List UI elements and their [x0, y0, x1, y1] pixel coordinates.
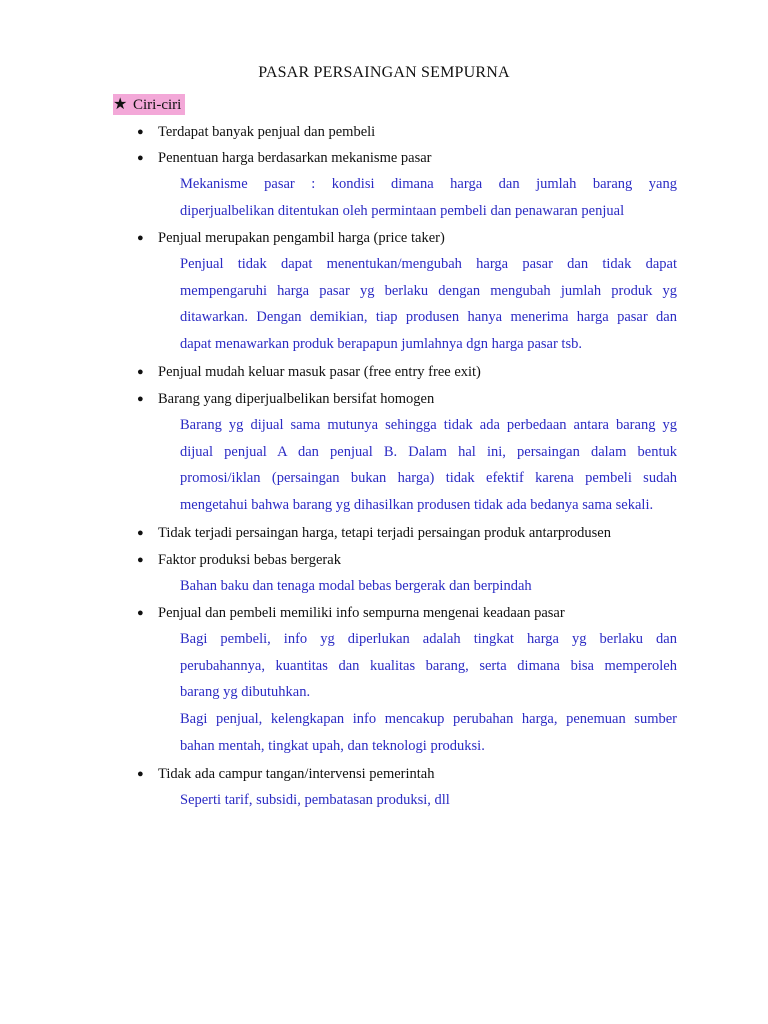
list-item-text: Faktor produksi bebas bergerak [158, 552, 341, 568]
list-item [137, 228, 445, 248]
note-line: Mekanisme pasar : kondisi dimana harga dan jumlah barang yang [180, 176, 677, 192]
note-line: perubahannya, kuantitas dan kualitas barang, serta dimana bisa memperoleh [180, 657, 677, 674]
bullet-icon: ● [137, 232, 144, 244]
section-heading [113, 94, 185, 115]
note-line: Barang yg dijual sama mutunya sehingga tidak ada perbedaan antara barang yg [180, 417, 677, 433]
list-item [137, 122, 375, 142]
note-line: barang yg dibutuhkan. [180, 684, 311, 701]
note-line: mengetahui bahwa barang yg dihasilkan produsen tidak ada bedanya sama sekali. [180, 497, 654, 514]
list-item-text: Penjual merupakan pengambil harga (price taker) [158, 230, 445, 246]
note-line: Bahan baku dan tenaga modal bebas bergerak dan berpindah [180, 578, 532, 594]
list-item-text: Penentuan harga berdasarkan mekanisme pasar [158, 150, 432, 166]
note-line: dapat menawarkan produk berapapun jumlahnya dgn harga pasar tsb. [180, 336, 582, 353]
bullet-icon: ● [137, 554, 144, 566]
list-item [137, 362, 481, 382]
section-label: Ciri-ciri [133, 97, 182, 113]
list-item-text: Tidak ada campur tangan/intervensi pemerintah [158, 766, 435, 782]
note-line: Penjual tidak dapat menentukan/mengubah harga pasar dan tidak dapat [180, 256, 677, 272]
note-line: promosi/iklan (persaingan bukan harga) tidak efektif karena pembeli sudah [180, 470, 677, 487]
note-line: bahan mentah, tingkat upah, dan teknologi produksi. [180, 737, 485, 754]
bullet-icon: ● [137, 768, 144, 780]
bullet-icon: ● [137, 126, 144, 138]
item-note [180, 573, 677, 600]
list-item-text: Tidak terjadi persaingan harga, tetapi terjadi persaingan produk antarprodusen [158, 525, 611, 541]
list-item [137, 603, 565, 623]
note-line: mempengaruhi harga pasar yg berlaku dengan mengubah jumlah produk yg [180, 282, 677, 299]
list-item-text: Barang yang diperjualbelikan bersifat homogen [158, 391, 435, 407]
item-note [180, 412, 677, 519]
list-item-text: Penjual mudah keluar masuk pasar (free entry free exit) [158, 364, 481, 380]
note-line: Bagi penjual, kelengkapan info mencakup perubahan harga, penemuan sumber [180, 711, 677, 728]
item-note [180, 626, 677, 759]
bullet-icon: ● [137, 393, 144, 405]
note-line: Seperti tarif, subsidi, pembatasan produksi, dll [180, 792, 450, 808]
page-title: PASAR PERSAINGAN SEMPURNA [258, 64, 510, 81]
bullet-icon: ● [137, 152, 144, 164]
bullet-icon: ● [137, 607, 144, 619]
note-line: dijual penjual A dan penjual B. Dalam hal ini, persaingan dalam bentuk [180, 443, 677, 460]
item-note [180, 787, 677, 814]
list-item [137, 550, 341, 570]
note-line: ditawarkan. Dengan demikian, tiap produsen hanya menerima harga pasar dan [180, 309, 677, 326]
list-item [137, 523, 611, 543]
star-icon: ★ [113, 96, 128, 113]
list-item [137, 389, 434, 409]
item-note [180, 171, 677, 224]
list-item-text: Penjual dan pembeli memiliki info sempurna mengenai keadaan pasar [158, 605, 565, 621]
item-note [180, 251, 677, 358]
note-line: Bagi pembeli, info yg diperlukan adalah tingkat harga yg berlaku dan [180, 631, 677, 647]
note-line: diperjualbelikan ditentukan oleh permintaan pembeli dan penawaran penjual [180, 202, 625, 219]
list-item [137, 764, 435, 784]
bullet-icon: ● [137, 527, 144, 539]
bullet-icon: ● [137, 366, 144, 378]
list-item [137, 148, 432, 168]
list-item-text: Terdapat banyak penjual dan pembeli [158, 124, 376, 140]
